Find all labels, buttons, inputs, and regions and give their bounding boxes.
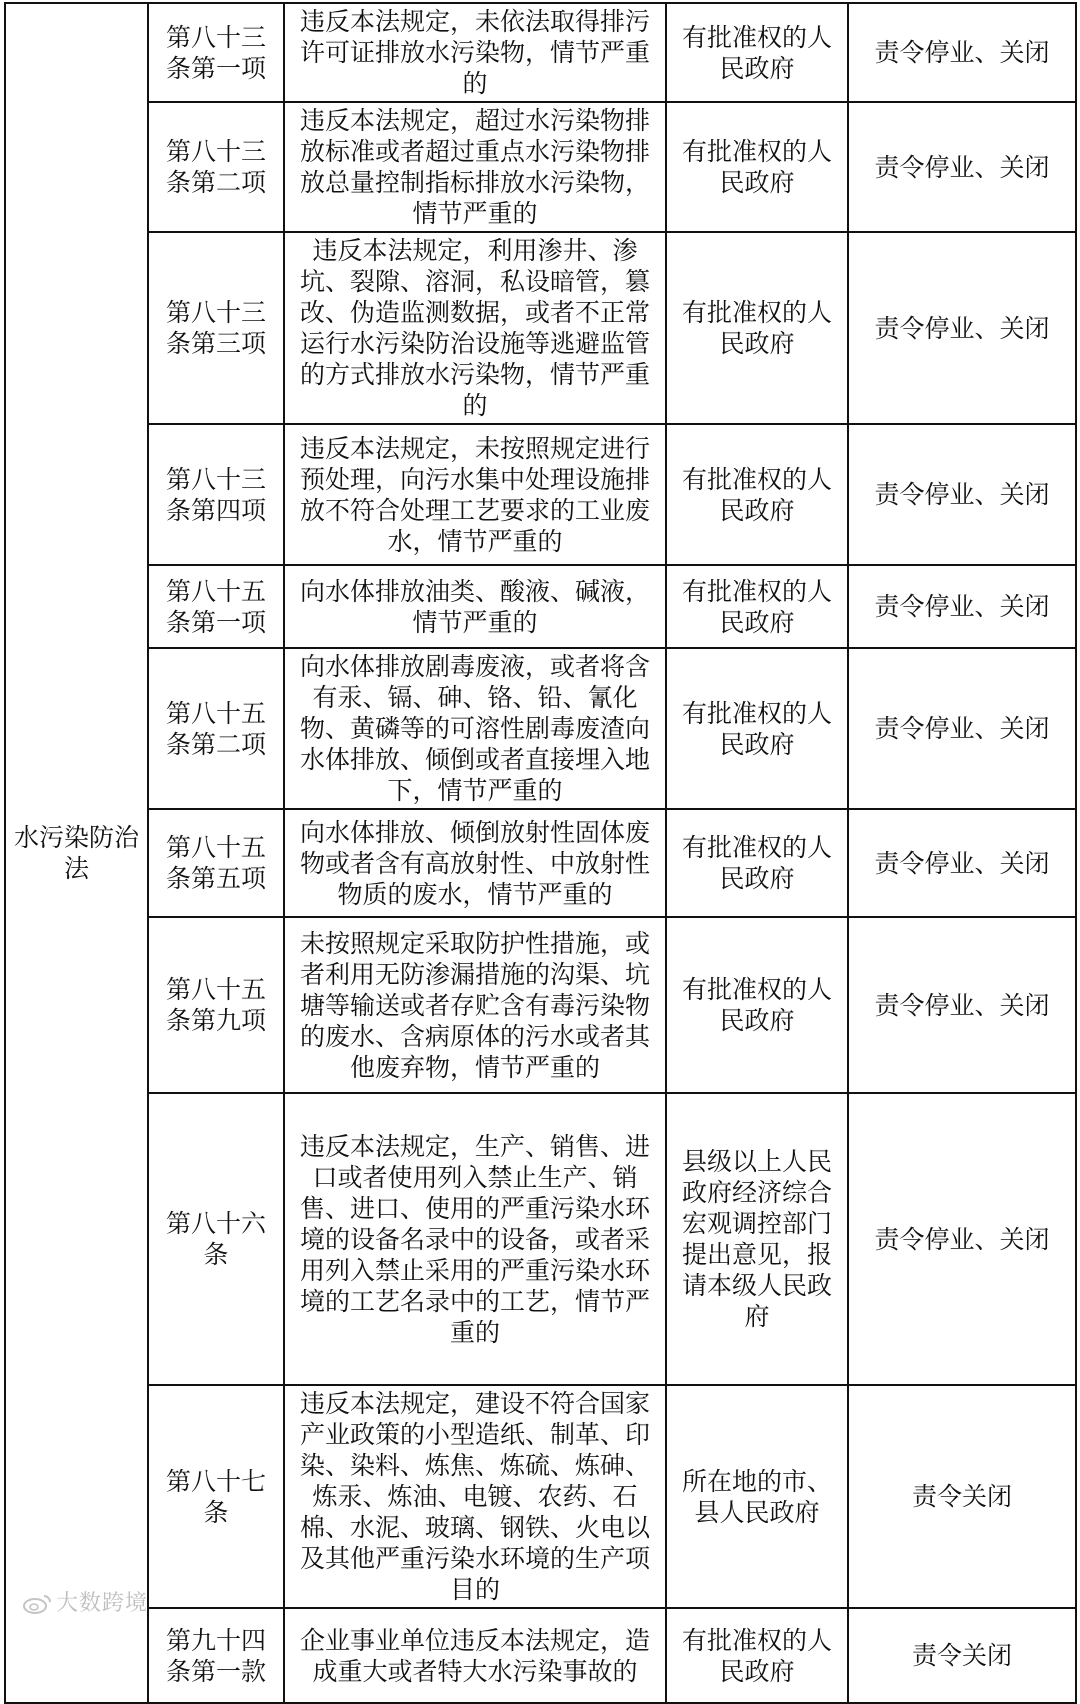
- authority-cell: 有批准权的人民政府: [666, 102, 848, 232]
- authority-cell: 有批准权的人民政府: [666, 917, 848, 1093]
- description-cell: 违反本法规定，超过水污染物排放标准或者超过重点水污染物排放总量控制指标排放水污染物，情节严重的: [284, 102, 666, 232]
- watermark-text: 大数跨境: [56, 1591, 149, 1616]
- authority-cell: 所在地的市、县人民政府: [666, 1385, 848, 1608]
- description-cell: 向水体排放、倾倒放射性固体废物或者含有高放射性、中放射性物质的废水，情节严重的: [284, 809, 666, 917]
- article-cell: 第八十五条第二项: [148, 648, 284, 809]
- description-cell: 违反本法规定，未按照规定进行预处理，向污水集中处理设施排放不符合处理工艺要求的工业废水，情节严重的: [284, 424, 666, 565]
- penalty-cell: 责令停业、关闭: [848, 102, 1076, 232]
- description-cell: 向水体排放油类、酸液、碱液，情节严重的: [284, 565, 666, 648]
- description-cell: 违反本法规定，未依法取得排污许可证排放水污染物，情节严重的: [284, 3, 666, 102]
- watermark: [22, 1586, 148, 1617]
- article-cell: 第八十三条第四项: [148, 424, 284, 565]
- description-cell: 企业事业单位违反本法规定，造成重大或者特大水污染事故的: [284, 1608, 666, 1703]
- penalty-cell: 责令停业、关闭: [848, 232, 1076, 424]
- description-cell: 违反本法规定，利用渗井、渗坑、裂隙、溶洞，私设暗管，篡改、伪造监测数据，或者不正常运行水污染防治设施等逃避监管的方式排放水污染物，情节严重的: [284, 232, 666, 424]
- penalty-cell: 责令停业、关闭: [848, 648, 1076, 809]
- table-row: [5, 648, 1076, 809]
- table-row: [5, 102, 1076, 232]
- weibo-logo-icon: [22, 1593, 52, 1615]
- description-cell: 违反本法规定，建设不符合国家产业政策的小型造纸、制革、印染、染料、炼焦、炼硫、炼砷、炼汞、炼油、电镀、农药、石棉、水泥、玻璃、钢铁、火电以及其他严重污染水环境的生产项目的: [284, 1385, 666, 1608]
- penalty-cell: 责令关闭: [848, 1385, 1076, 1608]
- authority-cell: 有批准权的人民政府: [666, 1608, 848, 1703]
- description-cell: 未按照规定采取防护性措施，或者利用无防渗漏措施的沟渠、坑塘等输送或者存贮含有毒污染物的废水、含病原体的污水或者其他废弃物，情节严重的: [284, 917, 666, 1093]
- penalty-table: [4, 2, 1077, 1704]
- table-row: [5, 3, 1076, 102]
- penalty-cell: 责令关闭: [848, 1608, 1076, 1703]
- penalty-cell: 责令停业、关闭: [848, 1093, 1076, 1385]
- article-cell: 第八十三条第一项: [148, 3, 284, 102]
- article-cell: 第九十四条第一款: [148, 1608, 284, 1703]
- description-cell: 向水体排放剧毒废液，或者将含有汞、镉、砷、铬、铅、氰化物、黄磷等的可溶性剧毒废渣向水体排放、倾倒或者直接埋入地下，情节严重的: [284, 648, 666, 809]
- authority-cell: 有批准权的人民政府: [666, 648, 848, 809]
- table-row: [5, 1093, 1076, 1385]
- penalty-cell: 责令停业、关闭: [848, 809, 1076, 917]
- article-cell: 第八十三条第二项: [148, 102, 284, 232]
- table-row: [5, 917, 1076, 1093]
- description-cell: 违反本法规定，生产、销售、进口或者使用列入禁止生产、销售、进口、使用的严重污染水环境的设备名录中的设备，或者采用列入禁止采用的严重污染水环境的工艺名录中的工艺，情节严重的: [284, 1093, 666, 1385]
- authority-cell: 有批准权的人民政府: [666, 3, 848, 102]
- table-row: [5, 565, 1076, 648]
- authority-cell: 有批准权的人民政府: [666, 809, 848, 917]
- article-cell: 第八十五条第九项: [148, 917, 284, 1093]
- penalty-cell: 责令停业、关闭: [848, 3, 1076, 102]
- table-row: [5, 809, 1076, 917]
- table-row: [5, 232, 1076, 424]
- article-cell: 第八十七条: [148, 1385, 284, 1608]
- authority-cell: 有批准权的人民政府: [666, 232, 848, 424]
- table-row: [5, 1608, 1076, 1703]
- article-cell: 第八十六条: [148, 1093, 284, 1385]
- article-cell: 第八十五条第一项: [148, 565, 284, 648]
- penalty-cell: 责令停业、关闭: [848, 424, 1076, 565]
- authority-cell: 有批准权的人民政府: [666, 424, 848, 565]
- authority-cell: 县级以上人民政府经济综合宏观调控部门提出意见，报请本级人民政府: [666, 1093, 848, 1385]
- penalty-cell: 责令停业、关闭: [848, 917, 1076, 1093]
- penalty-cell: 责令停业、关闭: [848, 565, 1076, 648]
- authority-cell: 有批准权的人民政府: [666, 565, 848, 648]
- table-row: [5, 424, 1076, 565]
- article-cell: 第八十三条第三项: [148, 232, 284, 424]
- law-name-cell: 水污染防治法: [5, 3, 148, 1703]
- table-row: [5, 1385, 1076, 1608]
- article-cell: 第八十五条第五项: [148, 809, 284, 917]
